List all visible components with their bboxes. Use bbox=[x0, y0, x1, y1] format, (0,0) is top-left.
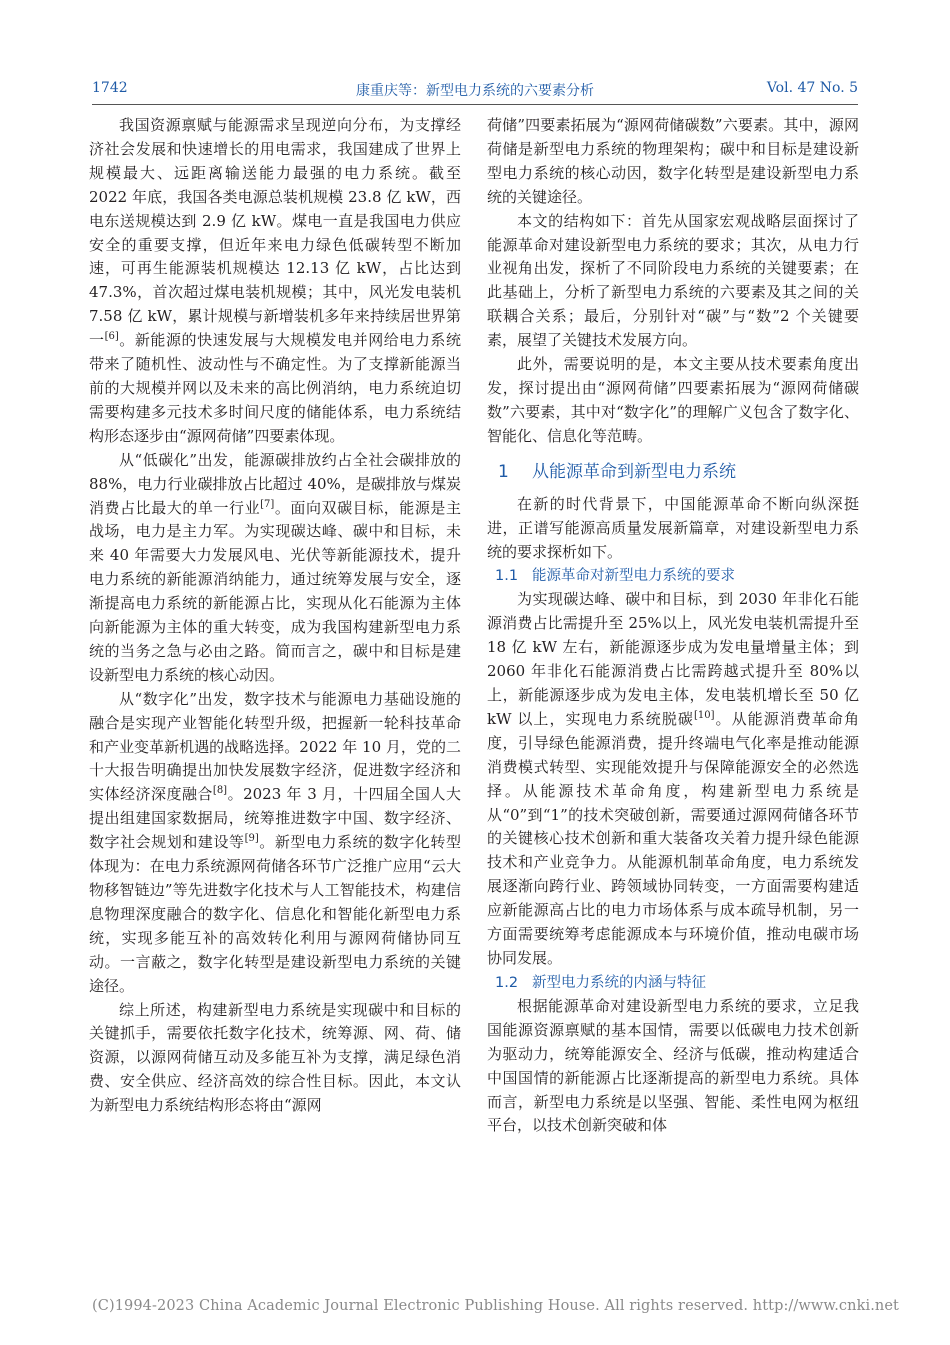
paragraph bbox=[89, 449, 461, 688]
heading-title: 从能源革命到新型电力系统 bbox=[532, 461, 736, 482]
volume-info: Vol. 47 No. 5 bbox=[766, 80, 858, 96]
paragraph-text: 本文的结构如下：首先从国家宏观战略层面探讨了能源革命对建设新型电力系统的要求；其次，从电力行业视角出发，探析了不同阶段电力系统的关键要素；在此基础上，分析了新型电力系统的六要素及其之间的关联耦合关系；最后，分别针对“碳”与“数”2 个关键要素，展望了关键技术发展方向。 bbox=[487, 211, 859, 350]
paragraph-text: 。从能源消费革命角度，引导绿色能源消费，提升终端电气化率是推动能源消费模式转型、实现能效提升与保障能源安全的必然选择。从能源技术革命角度，构建新型电力系统是从“0”到“1”的技术突破创新，需要通过源网荷储各环节的关键核心技术创新和重大装备攻关着力提升绿色能源技术和产业竞争力。从能源机制革命角度，电力系统发展逐渐向跨行业、跨领域协同转变，一方面需要构建适应新能源高占比的电力市场体系与成本疏导机制，另一方面需要统筹考虑能源成本与环境价值，推动电碳市场协同发展。 bbox=[487, 709, 859, 967]
paragraph-text: 荷储”四要素拓展为“源网荷储碳数”六要素。其中，源网荷储是新型电力系统的物理架构；碳中和目标是建设新型电力系统的核心动因，数字化转型是建设新型电力系统的关键途径。 bbox=[487, 116, 859, 206]
right-column bbox=[487, 114, 859, 1138]
paragraph bbox=[487, 210, 859, 353]
subsection-heading bbox=[487, 564, 859, 588]
heading-title: 新型电力系统的内涵与特征 bbox=[532, 974, 706, 991]
paragraph bbox=[487, 588, 859, 971]
paragraph-text: 此外，需要说明的是，本文主要从技术要素角度出发，探讨提出由“源网荷储”四要素拓展为“源网荷储碳数”六要素，其中对“数字化”的理解广义包含了数字化、智能化、信息化等范畴。 bbox=[487, 355, 859, 445]
paragraph-text: 从“低碳化”出发，能源碳排放约占全社会碳排放的 88%，电力行业碳排放占比超过 40%，是碳排放与煤炭消费占比最大的单一行业 bbox=[89, 450, 461, 517]
paragraph bbox=[487, 995, 859, 1138]
paragraph-text: 。面向双碳目标，能源是主战场，电力是主力军。为实现碳达峰、碳中和目标，未来 40 年需要大力发展风电、光伏等新能源技术，提升电力系统的新能源消纳能力，通过统筹发展与安全，逐渐提高电力系统的新能源占比，实现从化石能源为主体向新能源为主体的重大转变，成为我国构建新型电力系统的当务之急与必由之路。简而言之，碳中和目标是建设新型电力系统的核心动因。 bbox=[89, 498, 461, 684]
paragraph-text: 为实现碳达峰、碳中和目标，到 2030 年非化石能源消费占比需提升至 25%以上，风光发电装机需提升至 18 亿 kW 左右，新能源逐步成为发电量增量主体；到 2060 年非化石能源消费占比需跨越式提升至 80%以上，新能源逐步成为发电主体，发电装机增长至 50 亿 kW 以上，实现电力系统脱碳 bbox=[487, 590, 859, 728]
paragraph-text: 综上所述，构建新型电力系统是实现碳中和目标的关键抓手，需要依托数字化技术，统筹源、网、荷、储资源，以源网荷储互动及多能互补为支撑，满足绿色消费、安全供应、经济高效的综合性目标。因此，本文认为新型电力系统结构形态将由“源网 bbox=[89, 1000, 461, 1115]
citation-ref: [6] bbox=[104, 331, 119, 343]
paragraph-text: 我国资源禀赋与能源需求呈现逆向分布，为支撑经济社会发展和快速增长的用电需求，我国建成了世界上规模最大、远距离输送能力最强的电力系统。截至 2022 年底，我国各类电源总装机规模 23.8 亿 kW，西电东送规模达到 2.9 亿 kW。煤电一直是我国电力供应安全的重要支撑，但近年来电力绿色低碳转型不断加速，可再生能源装机规模达 12.13 亿 kW，占比达到 47.3%，首次超过煤电装机规模；其中，风光发电装机 7.58 亿 kW，累计规模与新增装机多年来持续居世界第一 bbox=[89, 116, 461, 350]
citation-ref: [9] bbox=[244, 833, 259, 845]
heading-number: 1 bbox=[498, 461, 509, 482]
paragraph-text: 。新型电力系统的数字化转型体现为：在电力系统源网荷储各环节广泛推广应用“云大物移智链边”等先进数字化技术与人工智能技术，构建信息物理深度融合的数字化、信息化和智能化新型电力系统，实现多能互补的高效转化利用与源网荷储协同互动。一言蔽之，数字化转型是建设新型电力系统的关键途径。 bbox=[89, 833, 461, 995]
citation-ref: [10] bbox=[693, 709, 715, 721]
citation-ref: [7] bbox=[260, 498, 275, 510]
heading-number: 1.1 bbox=[495, 568, 519, 585]
heading-title: 能源革命对新型电力系统的要求 bbox=[532, 568, 735, 585]
page-number: 1742 bbox=[92, 80, 128, 96]
paragraph bbox=[487, 493, 859, 565]
heading-number: 1.2 bbox=[495, 974, 519, 991]
paragraph-text: 从“数字化”出发，数字技术与能源电力基础设施的融合是实现产业智能化转型升级，把握新一轮科技革命和产业变革新机遇的战略选择。2022 年 10 月，党的二十大报告明确提出加快发展数字经济，促进数字经济和实体经济深度融合 bbox=[89, 689, 461, 804]
running-title: 康重庆等：新型电力系统的六要素分析 bbox=[356, 83, 594, 99]
paragraph-text: 。2023 年 3 月，十四届全国人大提出组建国家数据局，统筹推进数字中国、数字经济、数字社会规划和建设等 bbox=[89, 785, 461, 852]
paragraph bbox=[89, 688, 461, 999]
subsection-heading bbox=[487, 971, 859, 995]
paragraph-text: 在新的时代背景下，中国能源革命不断向纵深挺进，正谱写能源高质量发展新篇章，对建设新型电力系统的要求探析如下。 bbox=[487, 494, 859, 561]
left-column bbox=[89, 114, 461, 1118]
running-header bbox=[92, 80, 858, 105]
paragraph bbox=[89, 999, 461, 1119]
paragraph-text: 。新能源的快速发展与大规模发电并网给电力系统带来了随机性、波动性与不确定性。为了支撑新能源当前的大规模并网以及未来的高比例消纳，电力系统迫切需要构建多元技术多时间尺度的储能体系，电力系统结构形态逐步由“源网荷储”四要素体现。 bbox=[89, 331, 461, 445]
paragraph bbox=[89, 114, 461, 449]
paragraph bbox=[487, 114, 859, 210]
copyright-footer: (C)1994-2023 China Academic Journal Electronic Publishing House. All rights reserved. http://www.cnki.net bbox=[92, 1298, 899, 1314]
citation-ref: [8] bbox=[212, 785, 228, 797]
paragraph-text: 根据能源革命对建设新型电力系统的要求，立足我国能源资源禀赋的基本国情，需要以低碳电力技术创新为驱动力，统筹能源安全、经济与低碳，推动构建适合中国国情的新能源占比逐渐提高的新型电力系统。具体而言，新型电力系统是以坚强、智能、柔性电网为枢纽平台，以技术创新突破和体 bbox=[487, 996, 859, 1135]
section-heading bbox=[487, 460, 859, 484]
paragraph bbox=[487, 353, 859, 449]
